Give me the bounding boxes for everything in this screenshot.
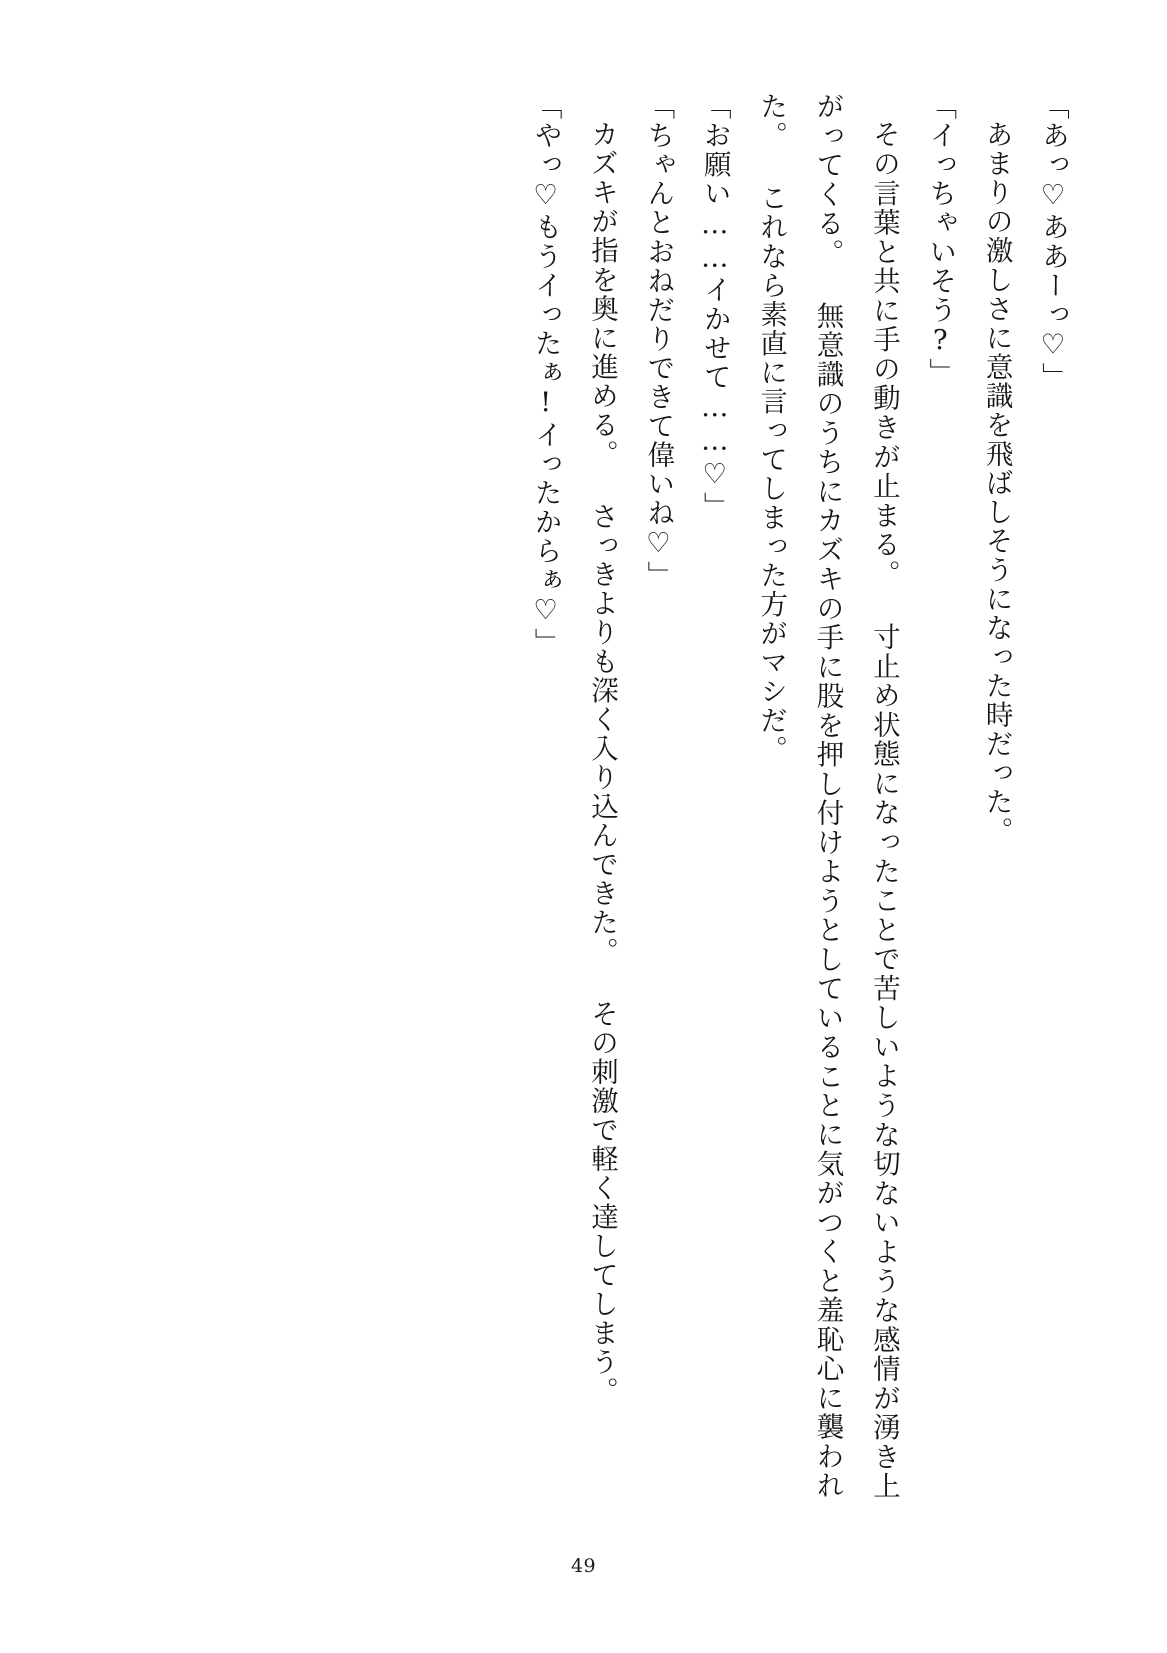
- paragraph: 「あっ♡ああーっ♡」: [1037, 92, 1069, 392]
- paragraph: 「やっ♡もうイったぁ!イったからぁ♡」: [529, 92, 562, 657]
- paragraph: カズキが指を奥に進める。 さっきよりも深く入り込んできた。 その刺激で軽く達してしまう。: [586, 119, 618, 1406]
- paragraph: 「イっちゃいそう?」: [924, 92, 957, 387]
- page-number: 49: [571, 1555, 596, 1577]
- paragraph: 「お願い……イかせて……♡」: [698, 92, 731, 521]
- paragraph: その言葉と共に手の動きが止まる。 寸止め状態になったことで苦しいような切ないような感情が湧き上がってくる。 無意識のうちにカズキの手に股を押し付けようとしていることに気がつくと羞恥心に襲われた。 これなら素直に言ってしまった方がマシだ。: [755, 92, 900, 1500]
- body-text-vertical: [121, 92, 1081, 1500]
- paragraph: 「ちゃんとおねだりできて偉いね♡」: [642, 92, 675, 590]
- paragraph: あまりの激しさに意識を飛ばしそうになった時だった。: [980, 119, 1013, 845]
